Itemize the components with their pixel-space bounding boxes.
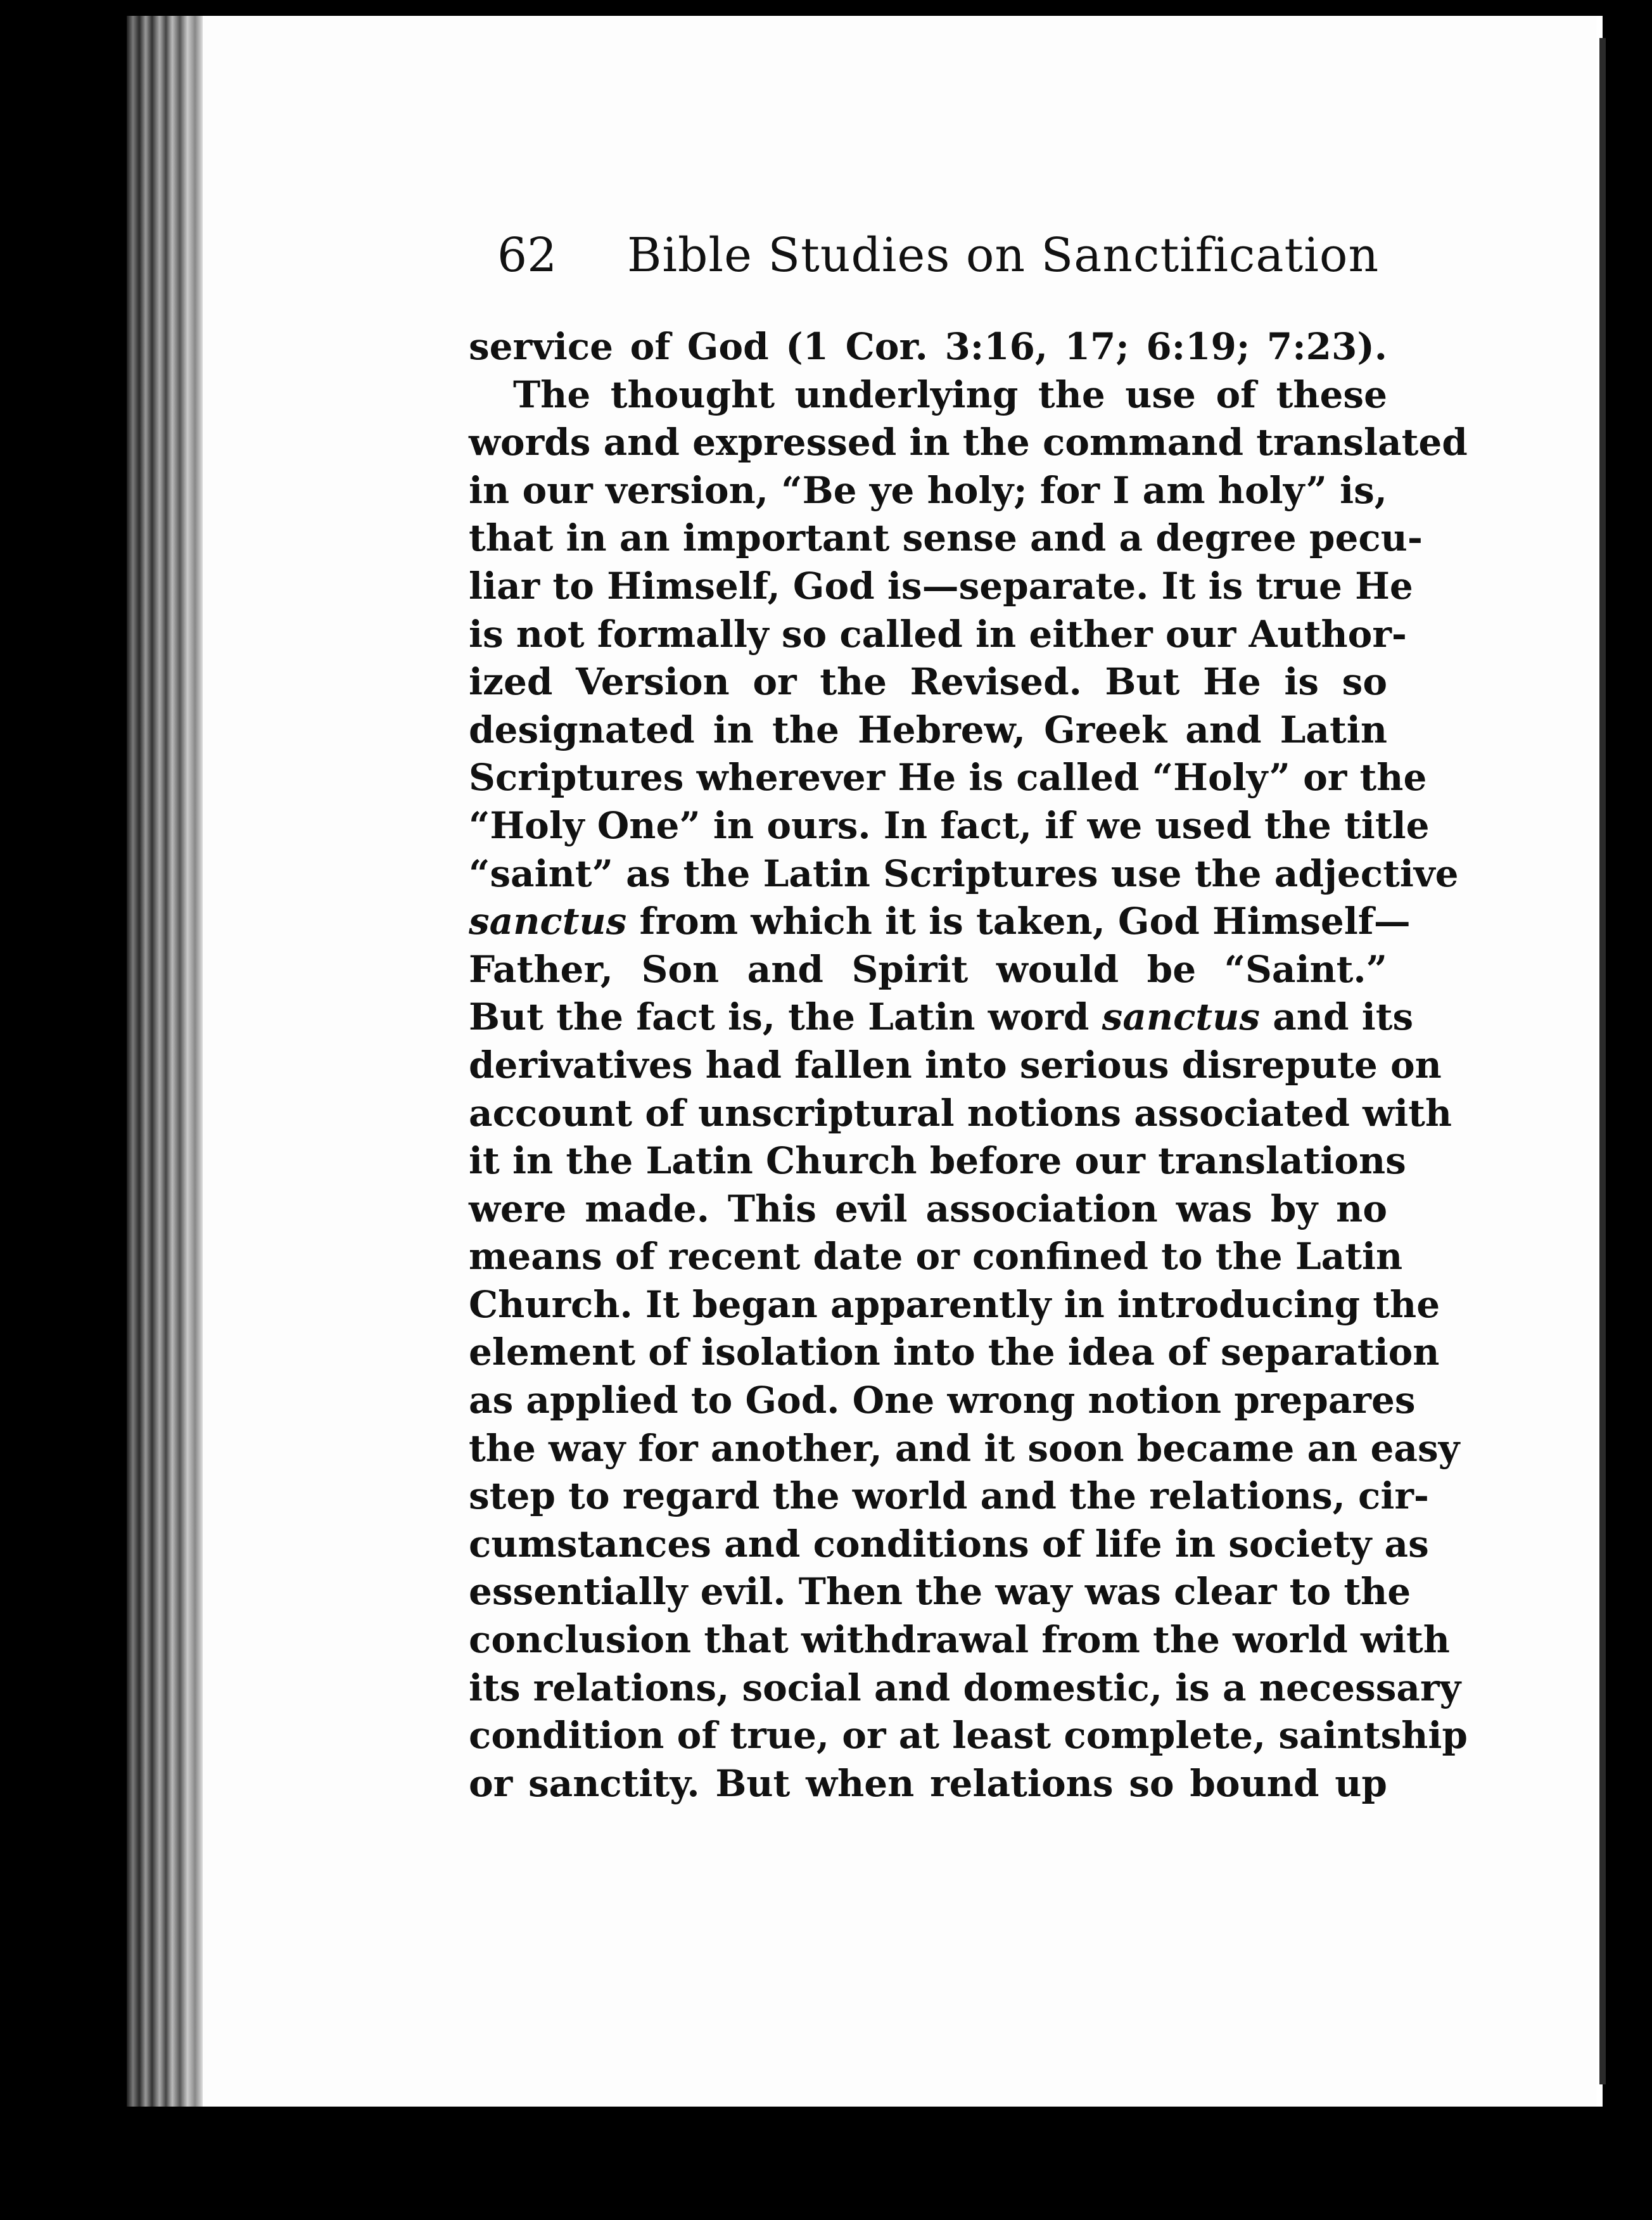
- text-line: [469, 898, 1411, 946]
- text-line: the way for another, and it soon became an easy: [469, 1426, 1460, 1470]
- text-fragment: and its: [1273, 995, 1414, 1039]
- text-line: [469, 993, 1414, 1042]
- text-line: means of recent date or confined to the Latin: [469, 1235, 1403, 1279]
- text-line: account of unscriptural notions associated with: [469, 1091, 1452, 1135]
- text-line: “Holy One” in ours. In fact, if we used the title: [469, 803, 1430, 847]
- page-header: [497, 228, 1380, 298]
- text-line: “saint” as the Latin Scriptures use the adjective: [469, 852, 1459, 895]
- running-title: Bible Studies on Sanctification: [627, 228, 1380, 283]
- italic-word: sanctus: [469, 900, 627, 943]
- text-line: essentially evil. Then the way was clear to the: [469, 1570, 1411, 1614]
- text-line: liar to Himself, God is—separate. It is true He: [469, 564, 1413, 608]
- text-fragment: But the fact is, the Latin word: [469, 995, 1090, 1039]
- body-text: [469, 323, 1468, 1808]
- text-line: derivatives had fallen into serious disrepute on: [469, 1043, 1442, 1087]
- text-line: designated in the Hebrew, Greek and Latin: [469, 708, 1387, 751]
- text-line: ized Version or the Revised. But He is so: [469, 660, 1387, 704]
- text-line: or sanctity. But when relations so bound up: [469, 1761, 1387, 1805]
- facing-page-edge: [1599, 38, 1606, 2084]
- text-line: in our version, “Be ye holy; for I am holy” is,: [469, 468, 1387, 512]
- text-line: that in an important sense and a degree pecu-: [469, 516, 1423, 560]
- italic-word: sanctus: [1102, 995, 1261, 1039]
- text-line: it in the Latin Church before our translations: [469, 1139, 1406, 1183]
- text-line: Scriptures wherever He is called “Holy” or the: [469, 756, 1427, 800]
- text-line: step to regard the world and the relations, cir-: [469, 1474, 1429, 1518]
- text-line: The thought underlying the use of these: [513, 373, 1387, 416]
- text-line: were made. This evil association was by no: [469, 1187, 1387, 1230]
- text-line: words and expressed in the command translated: [469, 421, 1468, 464]
- text-line: condition of true, or at least complete, saintship: [469, 1714, 1468, 1758]
- text-line: is not formally so called in either our Author-: [469, 612, 1407, 656]
- text-line: as applied to God. One wrong notion prepares: [469, 1379, 1416, 1422]
- text-line: cumstances and conditions of life in society as: [469, 1522, 1429, 1566]
- text-line: conclusion that withdrawal from the world with: [469, 1618, 1450, 1662]
- page-number: 62: [497, 228, 557, 283]
- text-line: Father, Son and Spirit would be “Saint.”: [469, 947, 1387, 991]
- text-line: Church. It began apparently in introducing the: [469, 1282, 1440, 1326]
- text-line: element of isolation into the idea of separation: [469, 1330, 1440, 1374]
- text-line: service of God (1 Cor. 3:16, 17; 6:19; 7:23).: [469, 325, 1387, 368]
- text-line: its relations, social and domestic, is a necessary: [469, 1666, 1461, 1709]
- text-fragment: from which it is taken, God Himself—: [639, 900, 1411, 943]
